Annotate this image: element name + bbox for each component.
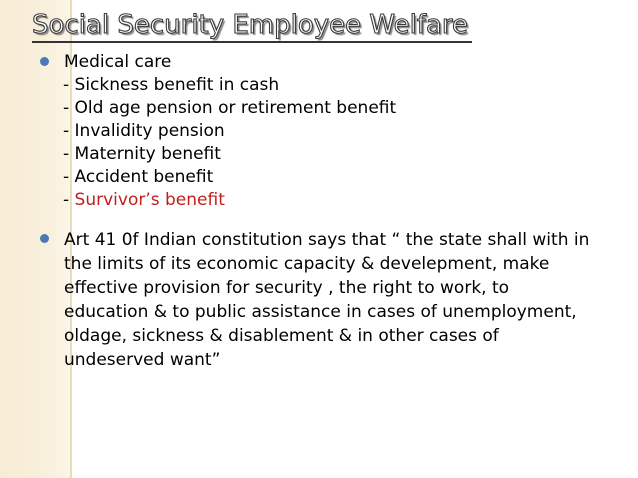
paragraph-line: effective provision for security , the right to work, to xyxy=(64,278,510,298)
dash: - xyxy=(63,167,75,187)
list-item xyxy=(40,97,620,120)
bullet-article-41 xyxy=(40,228,620,372)
list-item xyxy=(40,143,620,166)
paragraph-line: oldage, sickness & disablement & in other cases of xyxy=(64,326,499,346)
list-item xyxy=(40,120,620,143)
dash: - xyxy=(63,144,75,164)
list-item-text: Invalidity pension xyxy=(74,121,225,141)
list-item xyxy=(40,189,620,212)
list-item xyxy=(40,166,620,189)
title-underline xyxy=(32,41,472,43)
paragraph-line: education & to public assistance in cases of unemployment, xyxy=(64,302,577,322)
dash: - xyxy=(63,190,75,210)
list-item-text: Old age pension or retirement benefit xyxy=(74,98,397,118)
slide-title: Social Security Employee Welfare xyxy=(32,10,469,40)
list-item-text: Maternity benefit xyxy=(74,144,221,164)
article-paragraph xyxy=(64,228,620,372)
dash: - xyxy=(63,121,75,141)
dash: - xyxy=(63,98,75,118)
list-item-text: Sickness benefit in cash xyxy=(74,75,280,95)
paragraph-line: the limits of its economic capacity & develepment, make xyxy=(64,254,550,274)
list-item-text-highlight: Survivor’s benefit xyxy=(74,190,225,210)
list-item-text: Accident benefit xyxy=(74,167,214,187)
bullet-medical-care xyxy=(40,51,620,74)
bullet-heading: Medical care xyxy=(64,52,172,72)
slide-content xyxy=(40,51,620,372)
bullet-icon xyxy=(40,57,49,66)
paragraph-line: Art 41 0f Indian constitution says that “ the state shall with in xyxy=(64,230,590,250)
benefit-list xyxy=(40,74,620,212)
list-item xyxy=(40,74,620,97)
dash: - xyxy=(63,75,75,95)
paragraph-line: undeserved want” xyxy=(64,350,221,370)
bullet-icon xyxy=(40,234,49,243)
